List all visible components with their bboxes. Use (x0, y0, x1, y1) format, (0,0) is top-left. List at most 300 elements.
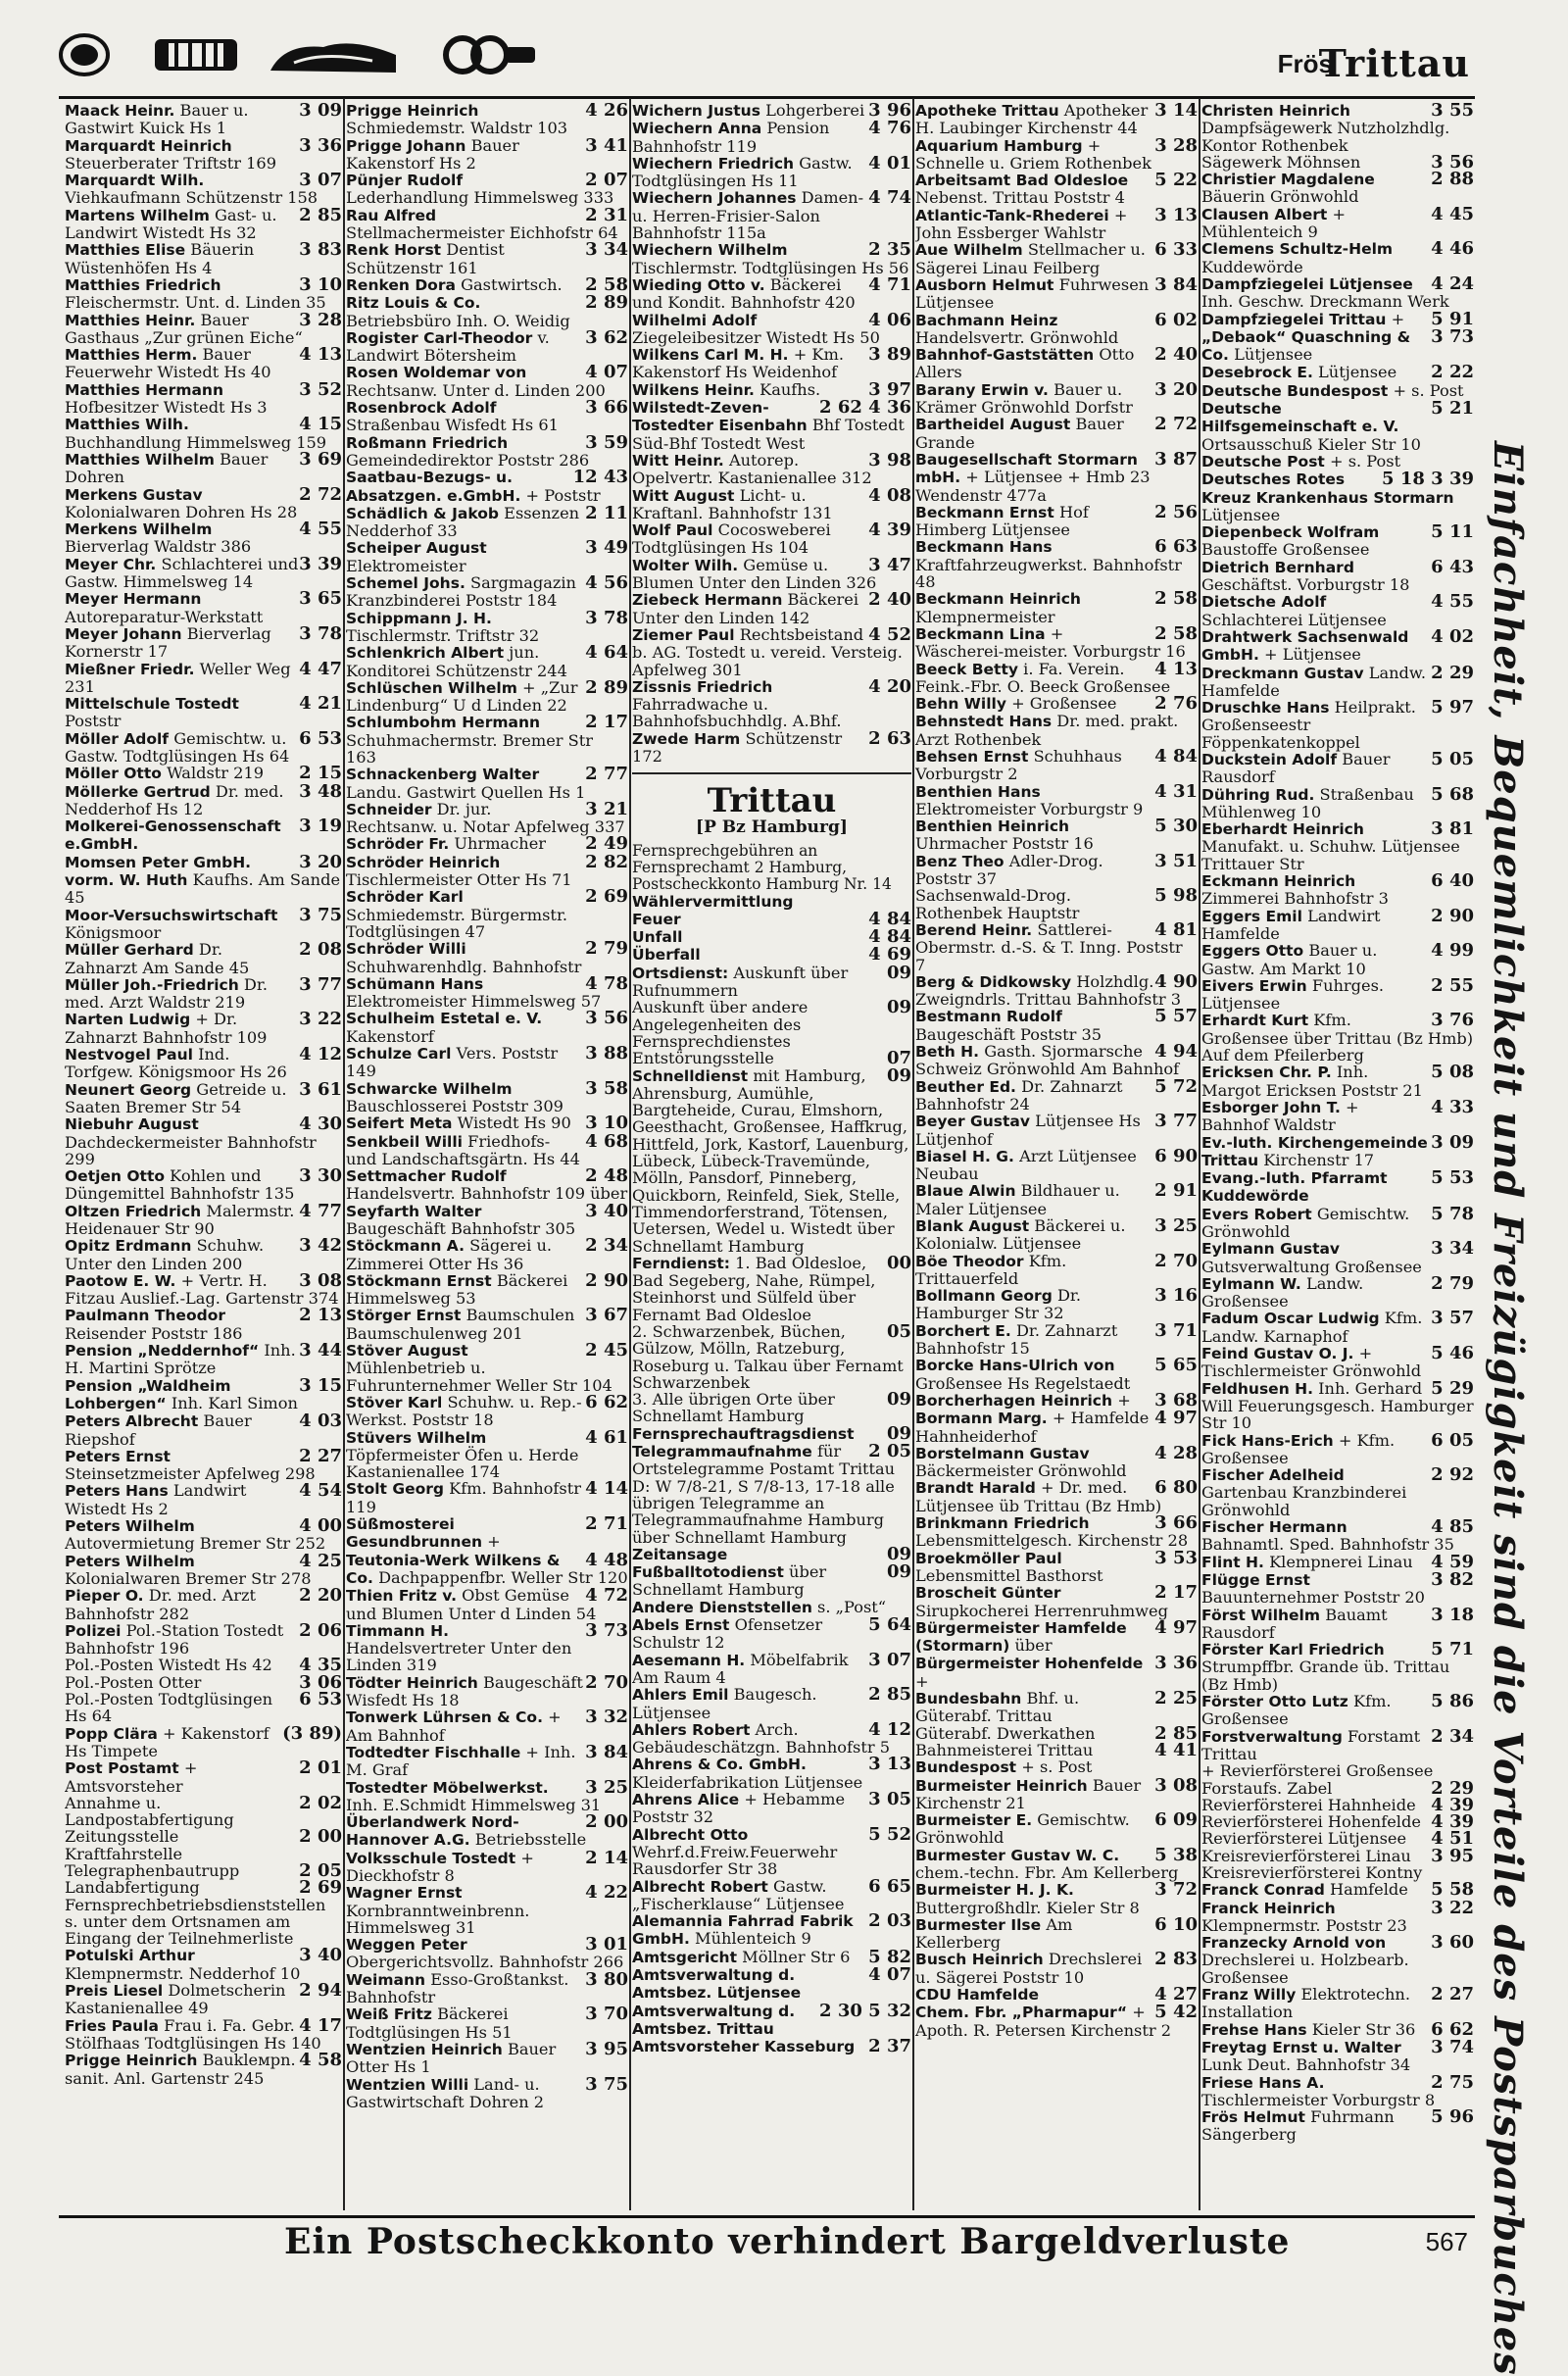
entry-details: Rechtsbeistand b. AG. Tostedt u. vereid. Versteig. Apfelweg 301 (632, 624, 903, 679)
phone-number: 2 58 (1154, 588, 1198, 610)
phone-number: 3 76 (1431, 1010, 1474, 1031)
directory-entry (915, 1739, 1198, 1760)
directory-entry (1201, 1377, 1474, 1433)
phone-number: 2 27 (1431, 1984, 1474, 2005)
phone-number: 4 97 (1154, 1616, 1198, 1638)
phone-number: 3 07 (868, 1649, 911, 1670)
directory-entry (915, 1250, 1198, 1288)
entry-name: Fick Hans-Erich (1201, 1431, 1334, 1450)
entry-name: Beckmann Lina (915, 624, 1046, 643)
phone-number: 2 90 (1431, 905, 1474, 926)
directory-entry (65, 590, 342, 625)
phone-number: 4 24 (1431, 272, 1474, 294)
entry-name: Franck Heinrich (1201, 1899, 1336, 1917)
entry-details: + Vertr. H. Fitzau Auslief.-Lag. Gartenstr 374 (65, 1270, 339, 1309)
phone-number: 4 72 (585, 1585, 628, 1607)
entry-name: Borcherhagen Heinrich (915, 1391, 1113, 1410)
entry-details: chem.-techn. Fbr. Am Kellerberg (915, 1862, 1179, 1882)
entry-name: Matthies Heinr. (65, 311, 196, 329)
phone-number: 3 36 (1154, 1653, 1198, 1674)
entry-name: Roßmann Friedrich (346, 433, 509, 452)
entry-name: Dietsche Adolf (1201, 593, 1327, 612)
entry-name: Alemannia Fahrrad Fabrik GmbH. (632, 1912, 854, 1949)
entry-details: Lederhandlung Himmelsweg 333 (346, 188, 614, 208)
phone-number: 4 00 (299, 1515, 342, 1537)
phone-number: 5 72 (1154, 1075, 1198, 1097)
directory-entry (915, 1479, 1198, 1514)
directory-entry (1201, 1064, 1474, 1099)
phone-number: 2 11 (585, 502, 628, 523)
directory-entry (65, 1587, 342, 1622)
phone-number: 3 57 (1431, 1308, 1474, 1329)
entry-details: Steuerberater Triftstr 169 (65, 153, 277, 173)
entry-details: für Ortstelegramme Postamt Trittau D: W 7/8-21, S 7/8-13, 17-18 alle übrigen Telegramme an Telegrammaufnahme Hamburg über Schnellamt Hamburg (632, 1442, 896, 1547)
phone-number: 4 01 (868, 152, 911, 173)
directory-entry (915, 1410, 1198, 1445)
directory-entry (632, 1963, 911, 2003)
phone-number: 3 19 (299, 816, 342, 837)
entry-details: Bäckerei Todtglüsingen Hs 51 (346, 2005, 513, 2042)
entry-name: Tödter Heinrich (346, 1673, 478, 1692)
directory-entry (65, 1167, 342, 1203)
entry-details: Kaufhs. Am Sande 45 (65, 870, 341, 908)
entry-details: Lebensmittel Basthorst (915, 1565, 1103, 1585)
entry-name: Settmacher Rudolf (346, 1167, 507, 1186)
entry-name: Ev.-luth. Kirchengemeinde Trittau (1201, 1133, 1428, 1169)
entry-details: Gemischtw. Grönwohld (1201, 1204, 1410, 1241)
entry-name: Flügge Ernst (1201, 1570, 1310, 1589)
phone-number: 3 95 (585, 2038, 628, 2059)
entry-name: Möller Adolf (65, 729, 170, 748)
entry-name: Müller Joh.-Friedrich (65, 975, 239, 994)
phone-number: 4 59 (1431, 1551, 1474, 1572)
entry-details: Möbelfabrik Am Raum 4 (632, 1650, 849, 1687)
entry-details: Frau i. Fa. Gebr. Stölfhaas Todtglüsingen Hs 140 (65, 2015, 321, 2053)
phone-number: 3 72 (1154, 1879, 1198, 1901)
directory-entry (915, 1182, 1198, 1217)
entry-details: Revierförsterei Lütjensee (1201, 1829, 1407, 1849)
entry-name: Evang.-luth. Pfarramt Kuddewörde (1201, 1169, 1388, 1206)
entry-details: Geschäftst. Vorburgstr 18 (1201, 575, 1410, 595)
entry-name: Fischer Hermann (1201, 1518, 1348, 1537)
entry-details: Fahrradwache u. Bahnhofsbuchhdlg. A.Bhf. (632, 695, 842, 731)
entry-details: Dr. med. Nedderhof Hs 12 (65, 781, 284, 818)
phone-number: 4 07 (868, 1963, 911, 1985)
entry-name: Amtsverwaltung d. Amtsbez. Lütjensee (632, 1965, 802, 2003)
entry-details: Handelsvertreter Unter den Linden 319 (346, 1639, 572, 1675)
entry-details: v. Landwirt Bötersheim (346, 327, 550, 366)
directory-entry (915, 1514, 1198, 1550)
entry-name: Forstverwaltung (1201, 1727, 1343, 1746)
entry-details: Baumschulen Baumschulenweg 201 (346, 1306, 575, 1343)
entry-details: Auskunft über Rufnummern (632, 963, 849, 1001)
directory-entry (632, 1543, 911, 1564)
phone-number: 3 28 (1154, 134, 1198, 156)
entry-details: Kirchenstr 17 (1263, 1150, 1375, 1169)
phone-number: 2 72 (1154, 414, 1198, 435)
entry-name: Weimann (346, 1970, 426, 1989)
directory-entry (346, 241, 628, 276)
phone-number: 3 25 (585, 1776, 628, 1798)
entry-details: Entstörungsstelle (632, 1049, 774, 1068)
entry-name: Friese Hans A. (1201, 2073, 1325, 2092)
entry-details: Land- u. Gastwirtschaft Dohren 2 (346, 2074, 545, 2111)
entry-details: Schuhmachermstr. Bremer Str 163 (346, 730, 594, 767)
phone-number: 3 47 (868, 554, 911, 575)
entry-details: + Dr. Zahnarzt Bahnhofstr 109 (65, 1010, 268, 1047)
entry-name: Aesemann H. (632, 1651, 746, 1669)
entry-details: i. Fa. Verein. Feink.-Fbr. O. Beeck Großensee (915, 659, 1171, 696)
entry-details: Pol.-Posten Otter (65, 1672, 202, 1692)
directory-entry (915, 1008, 1198, 1043)
directory-entry (632, 623, 911, 679)
column-divider (1199, 98, 1200, 2210)
entry-details: Strumpffbr. Grande üb. Trittau (Bz Hmb) (1201, 1658, 1450, 1694)
entry-details: s. „Post“ (817, 1597, 887, 1616)
entry-details: Dr. jur. Rechtsanw. u. Notar Apfelweg 337 (346, 799, 625, 837)
entry-name: Bürgermeister Hamfelde (Stormarn) (915, 1618, 1127, 1656)
phone-number: 2 00 (585, 1811, 628, 1833)
entry-name: Preis Liesel (65, 1982, 164, 2001)
directory-entry (915, 1043, 1198, 1078)
entry-name: Diepenbeck Wolfram (1201, 523, 1380, 542)
directory-entry (915, 887, 1198, 921)
entry-name: Apotheke Trittau (915, 102, 1059, 120)
phone-number: 2 56 (1154, 501, 1198, 522)
directory-entry (1201, 272, 1474, 312)
directory-entry (915, 1758, 1198, 1776)
directory-entry (1201, 1096, 1474, 1135)
directory-entry (632, 1718, 911, 1757)
directory-entry (1201, 240, 1474, 275)
entry-details: Arzt Lütjensee Neubau (915, 1146, 1137, 1184)
entry-details: Straßenbau Wisfedt Hs 61 (346, 416, 559, 435)
entry-details: Heilprakt. Großenseestr Föppenkatenkoppel (1201, 698, 1416, 752)
phone-number: 4 77 (299, 1200, 342, 1221)
entry-details: + s. Post (1021, 1757, 1093, 1777)
phone-number: 4 13 (1154, 658, 1198, 679)
entry-name: Esborger John T. (1201, 1098, 1341, 1116)
entry-details: Fuhrges. Lütjensee (1201, 975, 1385, 1014)
entry-name: Brandt Harald (915, 1479, 1036, 1498)
column-divider (629, 98, 631, 2210)
entry-details: Gutsverwaltung Großensee (1201, 1257, 1422, 1276)
entry-details: + s. Post (1393, 380, 1464, 400)
entry-details: Ortsausschuß Kieler Str 10 (1201, 434, 1421, 454)
directory-entry (632, 1756, 911, 1791)
entry-details: + Großensee (1011, 694, 1117, 714)
entry-name: Berend Heinr. (915, 920, 1033, 939)
entry-details: Bäckerei Unter den Linden 142 (632, 590, 859, 627)
entry-details: Klempnermstr. Nedderhof 10 (65, 1963, 301, 1983)
entry-name: Überlandwerk Nord-Hannover A.G. (346, 1813, 519, 1850)
directory-entry (632, 1791, 911, 1826)
directory-entry (346, 326, 628, 366)
directory-entry (346, 1045, 628, 1080)
entry-details: Schützenstr 172 (632, 728, 843, 766)
entry-name: Burmeister H. J. K. (915, 1881, 1074, 1900)
directory-entry (632, 962, 911, 1001)
phone-number: 09 (886, 1543, 911, 1564)
directory-entry (65, 1115, 342, 1167)
entry-details: Schuhw. u. Rep.-Werkst. Poststr 18 (346, 1392, 582, 1430)
entry-details: + Lütjensee + Hmb 23 Wendenstr 477a (915, 468, 1151, 505)
entry-details: + Kakenstorf Hs Timpete (65, 1723, 270, 1760)
phone-number: 2 77 (585, 764, 628, 785)
phone-number: 3 52 (299, 378, 342, 400)
directory-entry (632, 1252, 911, 1324)
phone-number: 3 98 (868, 449, 911, 470)
phone-number: 3 97 (868, 378, 911, 400)
phone-number: 5 96 (1431, 2106, 1474, 2128)
phone-number: 4 08 (868, 484, 911, 506)
entry-name: Schröder Karl (346, 888, 464, 907)
directory-entry (65, 2052, 342, 2087)
directory-entry (915, 970, 1198, 1010)
entry-name: Wichern Justus (632, 102, 760, 120)
entry-details: Zimmerei Bahnhofstr 3 (1201, 889, 1389, 909)
phone-number: 4 20 (868, 675, 911, 697)
entry-name: Evers Robert (1201, 1205, 1312, 1223)
phone-number: 4 64 (585, 642, 628, 664)
entry-name: Tonwerk Lührsen & Co. (346, 1708, 543, 1727)
entry-name: Ausborn Helmut (915, 275, 1054, 294)
entry-details: + (1391, 309, 1405, 328)
phone-number: 4 03 (299, 1411, 342, 1432)
entry-details: über (1014, 1636, 1053, 1656)
column-1 (65, 102, 342, 2209)
entry-details: Kreisrevierförsterei Linau Kreisrevierförsterei Kontny (1201, 1846, 1423, 1882)
entry-name: Prigge Heinrich (346, 102, 479, 120)
entry-name: Druschke Hans (1201, 699, 1330, 718)
entry-name: Bundesbahn (915, 1690, 1022, 1708)
phone-number: 3 69 (299, 448, 342, 470)
directory-entry (65, 1877, 342, 1899)
entry-details: Dampfsägewerk Nutzholzhdlg. Kontor Rothenbek (1201, 119, 1450, 155)
phone-number: 3 40 (299, 1945, 342, 1966)
entry-details: Dr. med. Arzt Bahnhofstr 282 (65, 1586, 256, 1623)
entry-details: + Mühlenteich 9 (1201, 204, 1347, 242)
phone-number: 2 79 (585, 938, 628, 960)
phone-number: 5 98 (1154, 885, 1198, 907)
entry-name: Amtsvorsteher Kasseburg (632, 2038, 856, 2056)
phone-number: 3 09 (1431, 1131, 1474, 1153)
directory-entry (1201, 974, 1474, 1014)
entry-name: Stöckmann Ernst (346, 1271, 492, 1290)
phone-number: 6 53 (299, 727, 342, 749)
phone-number: 2 70 (1154, 1250, 1198, 1271)
entry-name: Behnstedt Hans (915, 713, 1053, 731)
directory-entry (346, 1776, 628, 1814)
phone-number: 5 82 (868, 1946, 911, 1967)
directory-entry (1201, 1272, 1474, 1312)
entry-details: Bäckerei Himmelsweg 53 (346, 1270, 568, 1309)
entry-details: Viehkaufmann Schützenstr 158 (65, 188, 318, 208)
directory-entry (65, 1792, 342, 1830)
phone-number: 2 63 (868, 727, 911, 749)
directory-entry (1201, 523, 1474, 559)
directory-entry (65, 1759, 342, 1795)
phone-number: 4 12 (868, 1718, 911, 1740)
entry-details: Sargmagazin Kranzbinderei Poststr 184 (346, 573, 576, 611)
phone-number: 4 06 (868, 309, 911, 330)
phone-number: 3 78 (585, 607, 628, 628)
directory-entry (346, 539, 628, 574)
directory-entry (65, 1237, 342, 1272)
directory-entry (1201, 203, 1474, 242)
directory-entry (65, 1828, 342, 1862)
directory-entry (632, 1391, 911, 1425)
phone-number: 09 (886, 997, 911, 1018)
entry-name: Beuther Ed. (915, 1077, 1016, 1096)
entry-details: Betriebsstelle (474, 1830, 587, 1850)
phone-number: 5 97 (1431, 697, 1474, 718)
entry-name: Deutsche Post (1201, 452, 1325, 470)
entry-name: Oltzen Friedrich (65, 1202, 202, 1220)
page-number: 567 (1425, 2227, 1468, 2256)
directory-entry (915, 538, 1198, 590)
entry-details: + s. Post (1329, 451, 1401, 470)
entry-details: Mühlenteich 9 (695, 1929, 811, 1949)
entry-name: „Debaok“ Quaschning & Co. (1201, 327, 1411, 365)
entry-name: Post Postamt (65, 1759, 179, 1778)
entry-details: Gast- u. Landwirt Wistedt Hs 32 (65, 205, 277, 243)
directory-entry (1201, 942, 1474, 977)
entry-name: Bachmann Heinz (915, 311, 1058, 329)
phone-number: 2 06 (299, 1619, 342, 1641)
directory-entry (632, 1323, 911, 1391)
directory-entry (915, 1811, 1198, 1847)
phone-number: 2 91 (1154, 1180, 1198, 1202)
entry-details: Nebenst. Trittau Poststr 4 (915, 188, 1125, 208)
directory-entry (346, 1884, 628, 1936)
phone-number: 2 49 (585, 833, 628, 855)
phone-number: 6 40 (1431, 870, 1474, 892)
phone-number: 3 66 (1154, 1512, 1198, 1534)
entry-name: Dreckmann Gustav (1201, 664, 1364, 682)
directory-entry (1201, 1429, 1474, 1467)
entry-name: Broscheit Günter (915, 1584, 1061, 1603)
column-3-entries (632, 102, 911, 765)
directory-entry (915, 1655, 1198, 1690)
entry-details: Kolonialwaren Dohren Hs 28 (65, 502, 298, 521)
entry-details: Kfm. Trittauerfeld (915, 1251, 1067, 1288)
entry-name: Dühring Rud. (1201, 785, 1315, 804)
phone-number: 07 (886, 1048, 911, 1069)
entry-name: Matthies Friedrich (65, 275, 221, 294)
directory-entry (346, 972, 628, 1012)
entry-name: Eggers Otto (1201, 942, 1304, 961)
phone-number: 2 69 (585, 886, 628, 908)
phone-number: 4 84 (868, 908, 911, 929)
directory-entry (1201, 2036, 1474, 2075)
entry-name: Fischer Adelheid (1201, 1466, 1345, 1485)
bottom-rule (59, 2215, 1475, 2218)
entry-details: Rechtsanw. Unter d. Linden 200 (346, 380, 606, 400)
entry-details: Königsmoor (65, 922, 162, 942)
phone-number: 4 68 (585, 1130, 628, 1152)
phone-number: 3 73 (585, 1619, 628, 1641)
directory-entry (632, 946, 911, 964)
entry-name: Eggers Emil (1201, 907, 1302, 925)
trittau-services (632, 893, 911, 2056)
directory-entry (1201, 470, 1474, 523)
directory-entry (346, 798, 628, 837)
directory-entry (1201, 872, 1474, 908)
phone-number: 4 27 (1154, 1984, 1198, 2005)
phone-number: 4 35 (299, 1655, 342, 1676)
directory-entry (346, 2005, 628, 2041)
entry-details: + Revierförsterei Großensee (1201, 1761, 1434, 1781)
directory-entry (65, 1011, 342, 1046)
entry-details: Gemeindedirektor Poststr 286 (346, 450, 590, 470)
phone-number: 4 15 (299, 414, 342, 435)
phone-number: 3 39 (299, 553, 342, 574)
trittau-fees-text: Fernsprechgebühren an Fernsprechamt 2 Hamburg, Postscheckkonto Hamburg Nr. 14 (632, 841, 892, 893)
entry-name: Burmester Ilse (915, 1915, 1042, 1934)
phone-number: 3 09 (299, 102, 342, 121)
entry-name: Störger Ernst (346, 1307, 462, 1325)
entry-name: Marquardt Wilh. (65, 172, 205, 190)
entry-details: + Dr. med. Lütjensee üb Trittau (Bz Hmb) (915, 1478, 1162, 1515)
phone-number: 5 08 (1431, 1062, 1474, 1083)
phone-number: 3 08 (299, 1269, 342, 1291)
directory-entry (632, 1875, 911, 1913)
phone-number: 2 05 (868, 1441, 911, 1462)
entry-name: Molkerei-Genossenschaft e.GmbH. (65, 817, 281, 854)
directory-entry (632, 675, 911, 731)
directory-entry (346, 714, 628, 766)
directory-entry (632, 346, 911, 381)
entry-name: Burmester Gustav W. C. (915, 1846, 1120, 1864)
entry-name: Narten Ludwig (65, 1011, 191, 1029)
entry-name: Todtedter Fischhalle (346, 1743, 521, 1761)
phone-number: 5 42 (1154, 2002, 1198, 2023)
directory-entry (632, 1823, 911, 1879)
directory-entry (346, 102, 628, 137)
directory-entry (346, 1167, 628, 1203)
directory-entry (915, 1913, 1198, 1953)
entry-name: Böe Theodor (915, 1252, 1024, 1270)
phone-number: 6 62 (585, 1391, 628, 1412)
directory-entry (632, 152, 911, 191)
directory-entry (346, 204, 628, 243)
phone-number: 3 67 (585, 1305, 628, 1326)
entry-details: Lohgerberei (765, 102, 865, 120)
directory-entry (1201, 171, 1474, 206)
entry-name: Franz Willy (1201, 1986, 1297, 2005)
entry-name: Seyfarth Walter (346, 1202, 482, 1220)
directory-entry (346, 1968, 628, 2007)
directory-entry (65, 1517, 342, 1553)
entry-details: Wehrf.d.Freiw.Feuerwehr Rausdorfer Str 38 (632, 1842, 838, 1879)
phone-number: 3 75 (299, 904, 342, 925)
phone-number: 3 58 (585, 1077, 628, 1099)
phone-number: 3 89 (868, 344, 911, 366)
entry-name: Borchert E. (915, 1321, 1011, 1340)
phone-number: 3 48 (299, 780, 342, 802)
entry-name: Martens Wilhelm (65, 206, 210, 224)
directory-entry (632, 449, 911, 488)
entry-details: Kleiderfabrikation Lütjensee (632, 1772, 863, 1792)
entry-details: Drechslerei u. Sägerei Poststr 10 (915, 1950, 1143, 1987)
phone-number: 3 84 (585, 1741, 628, 1762)
entry-name: Peters Wilhelm (65, 1517, 195, 1536)
phone-number: 5 86 (1431, 1691, 1474, 1712)
entry-name: Weiß Fritz (346, 2005, 432, 2024)
entry-details: Dr. med. prakt. Arzt Rothenbek (915, 712, 1179, 749)
directory-entry (346, 2073, 628, 2111)
